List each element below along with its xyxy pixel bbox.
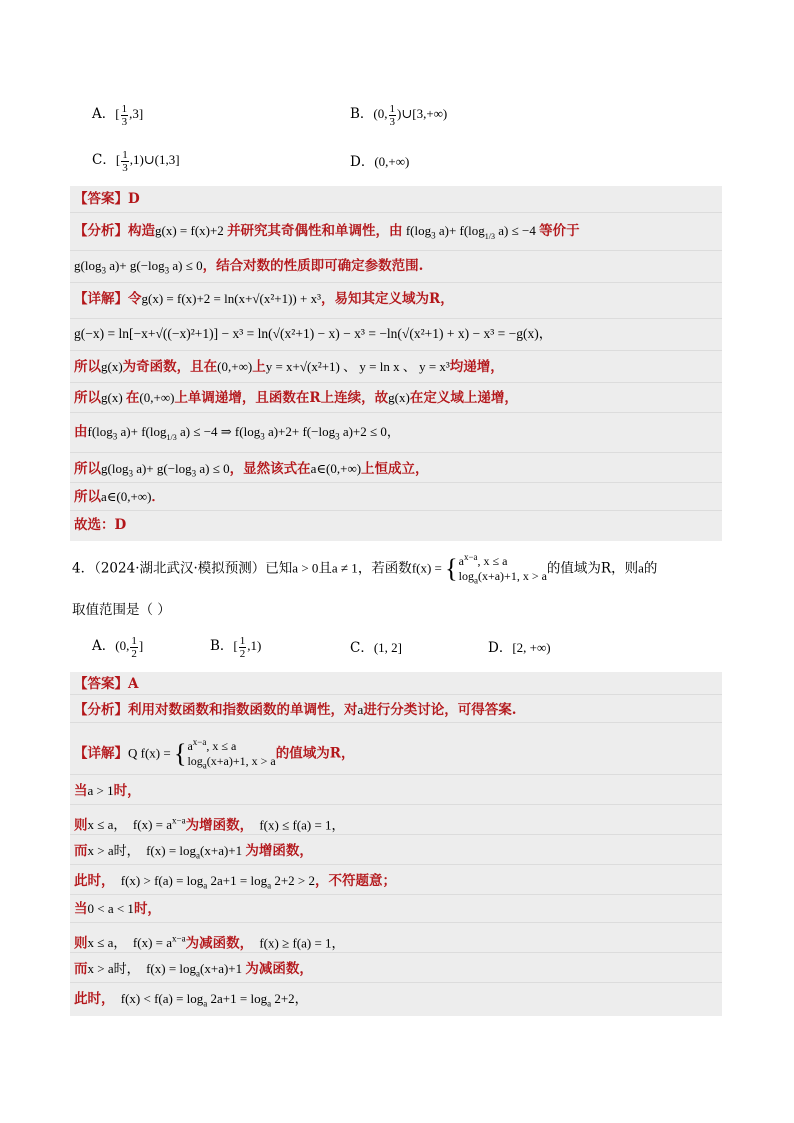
q3-choice: 故选：D [74,517,127,533]
q3-analysis-text: 并研究其奇偶性和单调性，由 [227,223,403,239]
q3-option-d: D．(0,+∞) [350,154,410,170]
q3-analysis-text: 构造 [128,223,155,239]
q4-line2: 而x > a时， $f(x) = \log_a(x+a)+1$ 为增函数， [74,843,313,861]
divider [70,412,722,413]
q3-detail-text: 上单调递增，且函数在R上连续，故 [174,390,389,406]
q4-option-c-label: C． [350,640,374,656]
q3-detail-text: 上 [252,359,266,375]
q4-detail-text: 的值域为R， [275,745,355,762]
q4-detail-tag: 【详解】 [74,745,128,762]
q4-text: 此时， [74,991,108,1007]
q4-case2: 当0 < a < 1时， [74,901,161,917]
q3-detail-text: ，显然该式在 [229,461,311,477]
q3-detail-line7: 所以a∈(0,+∞)． [74,489,165,505]
q3-detail-text: 为奇函数，且在 [122,359,218,375]
q4-analysis-text: 进行分类讨论，可得答案. [363,702,517,718]
q3-detail-line1: 【详解】令g(x) = f(x)+2 = ln(x+√(x²+1)) + x³，易知其定义域为R， [74,291,454,307]
q4-analysis-tag: 【分析】 [74,702,128,718]
q4-text: 为减函数， [245,961,313,977]
q3-option-a-label: A． [92,106,116,122]
divider [70,694,722,695]
q4-text: 而 [74,961,88,977]
q3-detail-text: 所以 [74,489,101,505]
q3-detail-text: 令 [128,291,142,307]
q4-line6: 此时， $f(x) < f(a) = \log_a 2a+1 = \log_a 2+2$， [74,991,308,1009]
q3-option-b: B．(0, $\frac{1}{3}$ )∪[3,+∞) [350,102,448,128]
q3-analysis-line1: 【分析】构造g(x) = f(x)+2 并研究其奇偶性和单调性，由 $f(\log_3$ $a)+ f(\log_{1/3}$ a) ≤ −4 等价于 [74,223,580,241]
q3-detail-text: 上恒成立， [361,461,429,477]
q3-detail-line6: 所以$g(\log_3$ $a)+ g(-\log_3$ a) ≤ 0，显然该式在a∈(0,+∞)上恒成立， [74,461,429,479]
because-symbol: Q [128,745,138,761]
divider [70,382,722,383]
q4-text: 为减函数， [185,935,247,952]
q3-detail-line5: 由$f(\log_3$ $a)+ f(\log_{1/3}$ a) ≤ −4 ⇒ $f(\log_3$ $a)+2+ f(-\log_3$ a)+2 ≤ 0， [74,424,400,442]
divider [70,250,722,251]
q4-text: 而 [74,843,88,859]
q4-analysis-text: 利用对数函数和指数函数的单调性，对 [128,702,358,718]
q3-analysis-text: 等价于 [539,223,580,239]
q4-stem-text: 已知 [265,560,293,577]
q4-detail-head: 【详解】Q f(x) = { $a^{x-a}$, x ≤ a $\log_a(x+a)+1$, x > a 的值域为R， [74,737,355,771]
q4-option-d: D．[2, +∞) [488,640,551,656]
q3-detail-text: ，易知其定义域为R， [321,291,454,307]
divider [70,722,722,723]
q4-text: 为增函数， [185,817,247,834]
q4-option-a: A．(0, $\frac{1}{2}$ ] [92,634,144,660]
q4-text: 为增函数， [245,843,313,859]
q3-detail-text: 在 [125,390,140,406]
divider [70,212,722,213]
q4-source: （2024·湖北武汉·模拟预测） [94,560,266,577]
q3-option-d-label: D． [350,154,375,170]
q4-answer: 【答案】A [74,676,139,692]
q3-analysis-text: ，结合对数的性质即可确定参数范围. [202,258,424,274]
q4-stem-text: 且 [318,560,332,577]
q4-stem-line2: 取值范围是（ ） [72,602,171,618]
q4-text: ，不符题意； [315,873,396,889]
q4-stem-text: 的值域为R，则 [546,560,639,577]
q4-text: 时， [133,901,161,917]
q4-number: 4． [72,560,95,577]
q4-option-a-label: A． [92,638,116,654]
divider [70,510,722,511]
q3-detail-tag: 【详解】 [74,291,128,307]
q4-option-b-label: B． [210,638,234,654]
divider [70,774,722,775]
q4-line4: 则x ≤ a， $f(x) = a^{x-a}$为减函数， f(x) ≥ f(a) = 1， [74,934,345,952]
q4-line3: 此时， $f(x) > f(a) = \log_a 2a+1 = \log_a 2+2 > 2$，不符题意； [74,873,396,891]
q3-option-c-label: C． [92,152,116,168]
q4-text: 当 [74,783,88,799]
q4-stem-text: ，若函数 [357,560,412,577]
q3-detail-text: 均递增， [449,359,504,375]
q4-line5: 而x > a时， $f(x) = \log_a(x+a)+1$ 为减函数， [74,961,313,979]
q4-option-c: C．(1, 2] [350,640,403,656]
q3-detail-text: ． [151,489,165,505]
divider [70,350,722,351]
q4-text: 此时， [74,873,108,889]
q4-stem-line1: 4．（2024·湖北武汉·模拟预测）已知a > 0且a ≠ 1，若函数f(x) = { $a^{x-a}$, x ≤ a $\log_a(x+a)+1$, x > a 的值域为R，则a的 [72,552,658,586]
q3-detail-line4: 所以g(x) 在(0,+∞)上单调递增，且函数在R上连续，故g(x)在定义域上递增， [74,390,518,406]
q3-answer: 【答案】D [74,191,140,207]
q4-analysis: 【分析】利用对数函数和指数函数的单调性，对a进行分类讨论，可得答案. [74,702,517,718]
q3-detail-line3: 所以g(x)为奇函数，且在(0,+∞)上y = x+√(x²+1) 、 y = ln x 、 y = x³均递增， [74,359,504,375]
q4-option-d-label: D． [488,640,513,656]
q3-detail-text: 所以 [74,390,101,406]
q4-stem-text: 的 [643,560,658,577]
divider [70,282,722,283]
q3-detail-text: 所以 [74,461,101,477]
q3-detail-text: 所以 [74,359,101,375]
q3-analysis-line2: $g(\log_3$ $a)+ g(-\log_3$ a) ≤ 0，结合对数的性质即可确定参数范围. [74,258,424,276]
divider [70,804,722,805]
divider [70,318,722,319]
divider [70,452,722,453]
q3-detail-text: 由 [74,424,88,440]
q3-detail-line2: g(−x) = ln[−x+√((−x)²+1)] − x³ = ln(√(x²+1) − x) − x³ = −ln(√(x²+1) + x) − x³ = −g(x)， [74,326,553,341]
divider [70,922,722,923]
q4-option-b: B．[ $\frac{1}{2}$ ,1) [210,634,262,660]
q3-option-b-label: B． [350,106,374,122]
q3-analysis-tag: 【分析】 [74,223,128,239]
q4-text: 当 [74,901,88,917]
q4-text: 则 [74,935,88,952]
q4-line1: 则x ≤ a， $f(x) = a^{x-a}$为增函数， f(x) ≤ f(a) = 1， [74,816,345,834]
q4-text: 时， [113,783,141,799]
q4-text: 则 [74,817,88,834]
q3-option-a: A．[ $\frac{1}{3}$ ,3] [92,102,144,128]
q4-case1: 当a > 1时， [74,783,141,799]
q3-option-c: C．[ $\frac{1}{3}$ ,1)∪(1,3] [92,148,180,174]
q3-detail-text: 在定义域上递增， [409,390,518,406]
